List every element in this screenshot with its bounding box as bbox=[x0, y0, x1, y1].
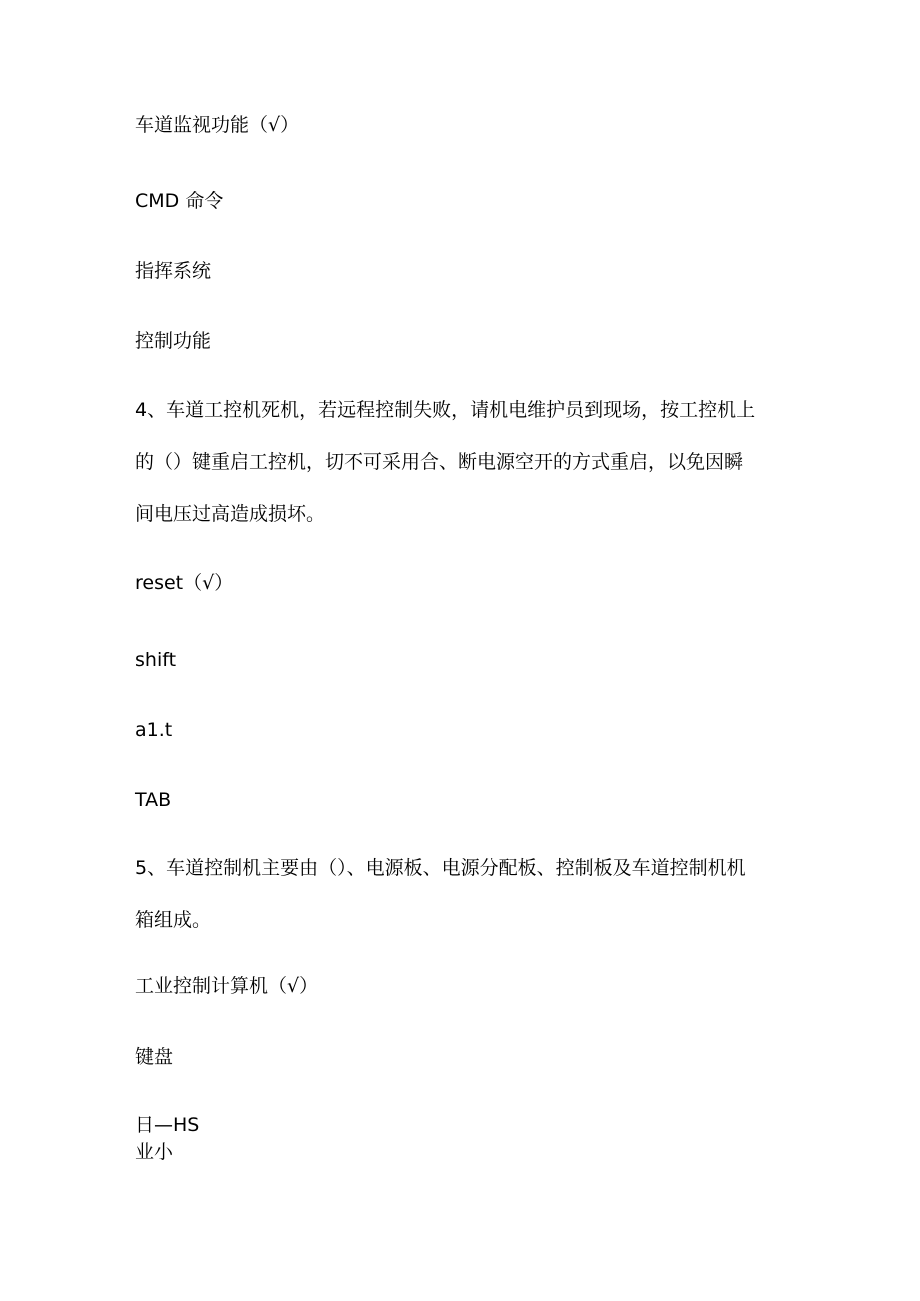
option-reset: reset（√） bbox=[135, 572, 234, 594]
option-command-system: 指挥系统 bbox=[135, 260, 212, 282]
question-5-line-1: 5、车道控制机主要由（）、电源板、电源分配板、控制板及车道控制机机 bbox=[135, 857, 746, 879]
option-small: 业小 bbox=[135, 1141, 174, 1163]
option-control-function: 控制功能 bbox=[135, 330, 212, 352]
option-cmd-command: CMD 命令 bbox=[135, 190, 224, 212]
question-4-line-3: 间电压过高造成损坏。 bbox=[135, 503, 326, 525]
option-keyboard: 键盘 bbox=[135, 1046, 174, 1068]
option-industrial-computer: 工业控制计算机（√） bbox=[135, 975, 319, 997]
question-4 bbox=[135, 384, 790, 540]
question-4-line-2: 的（）键重启工控机，切不可采用合、断电源空开的方式重启，以免因瞬 bbox=[135, 451, 744, 473]
option-lane-monitoring: 车道监视功能（√） bbox=[135, 114, 300, 136]
option-alt: a1.t bbox=[135, 719, 173, 741]
question-5 bbox=[135, 842, 790, 946]
option-hs: 日—HS bbox=[135, 1114, 200, 1136]
question-4-line-1: 4、车道工控机死机，若远程控制失败，请机电维护员到现场，按工控机上 bbox=[135, 399, 756, 421]
option-shift: shift bbox=[135, 649, 177, 671]
option-tab: TAB bbox=[135, 789, 172, 811]
question-5-line-2: 箱组成。 bbox=[135, 909, 212, 931]
